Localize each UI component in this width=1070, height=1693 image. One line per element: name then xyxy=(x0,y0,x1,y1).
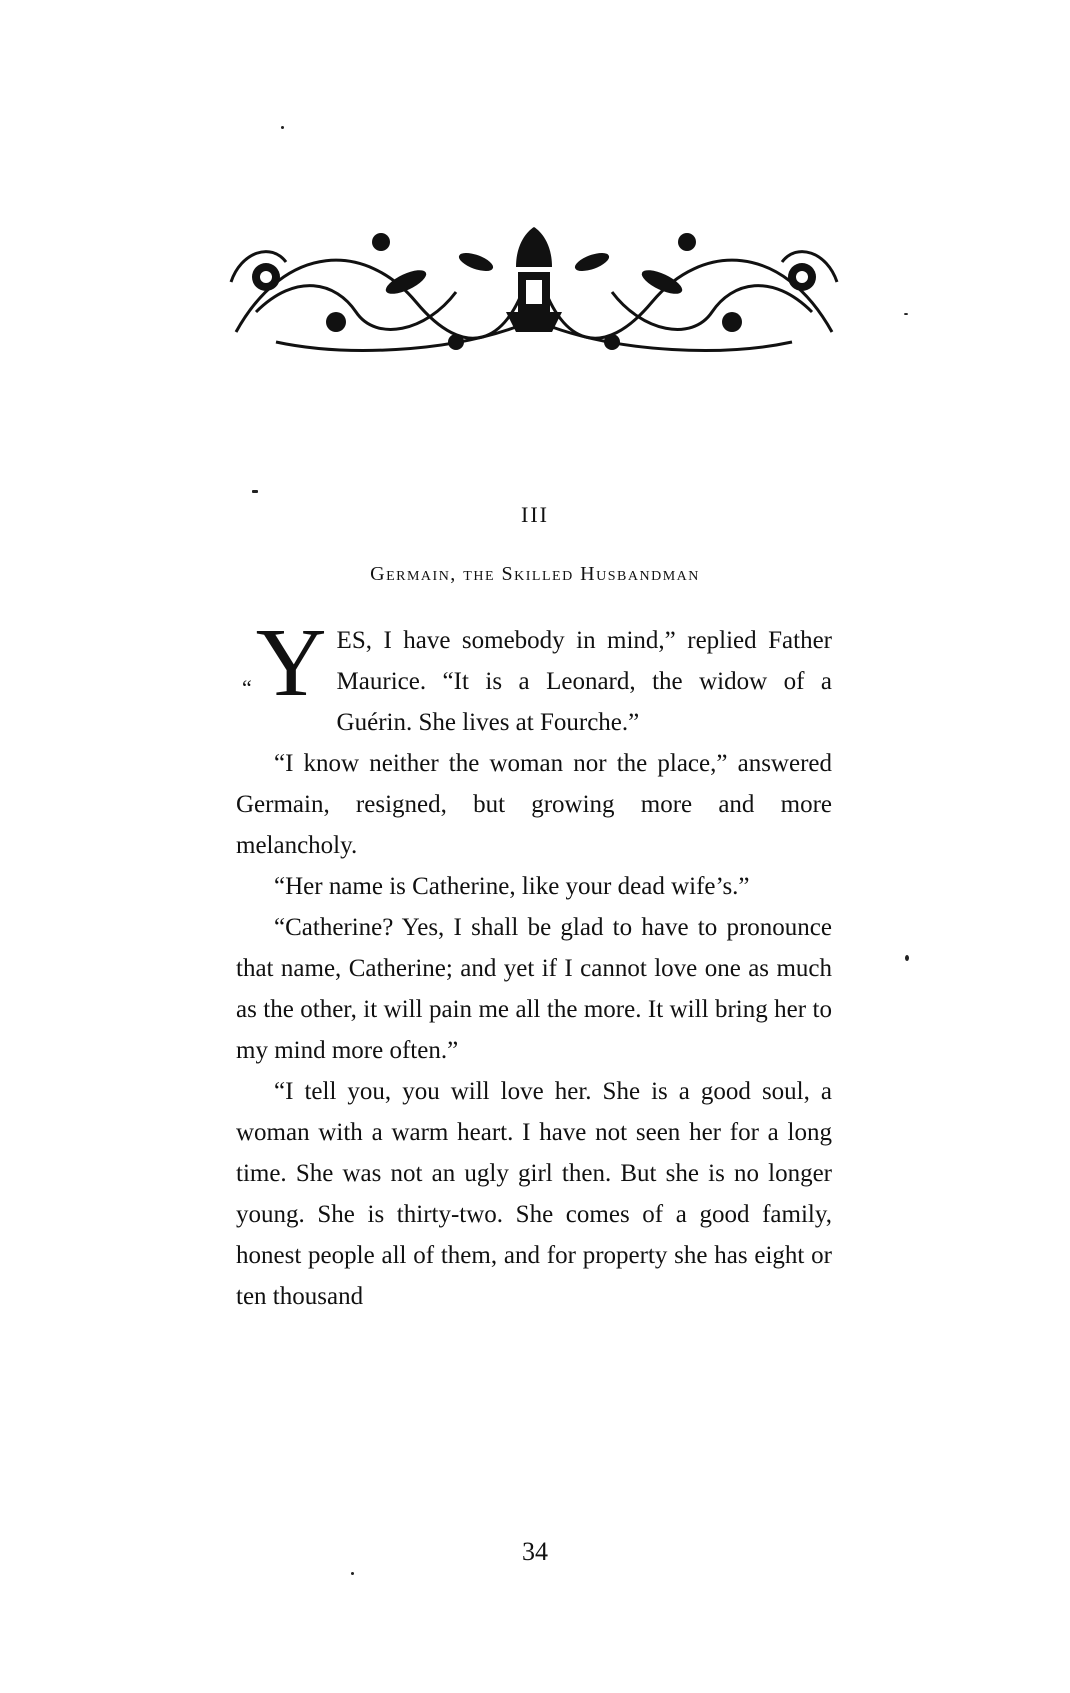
paragraph: “Her name is Catherine, like your dead wife’s.” xyxy=(274,873,750,900)
floral-ornament-headpiece xyxy=(226,222,842,362)
body-text xyxy=(236,609,832,1317)
scan-speck xyxy=(351,1572,354,1575)
paragraph xyxy=(236,609,832,743)
scan-speck xyxy=(904,313,908,315)
chapter-title: Germain, the Skilled Husbandman xyxy=(370,563,700,585)
scan-speck xyxy=(252,490,258,493)
paragraph: “I tell you, you will love her. She is a good soul, a woman with a warm heart. I have not seen her for a long time. She was not an ugly girl then. But she is no longer young. She is thirty-two. She comes of a good family, honest people all of them, and for property she has eight or ten thousand xyxy=(236,1078,832,1310)
scan-speck xyxy=(281,126,284,129)
opening-quote: “ xyxy=(242,675,252,700)
paragraph: “I know neither the woman nor the place,” answered Germain, resigned, but growing more and more melancholy. xyxy=(236,750,832,859)
scan-speck xyxy=(905,955,909,961)
paragraph-text: ES, I have somebody in mind,” replied Father Maurice. “It is a Leonard, the widow of a Guérin. She lives at Fourche.” xyxy=(336,627,832,736)
chapter-number: III xyxy=(521,502,549,527)
dropcap: “Y xyxy=(242,609,327,717)
paragraph: “Catherine? Yes, I shall be glad to have to pronounce that name, Catherine; and yet if I cannot love one as much as the other, it will pain me all the more. It will bring her to my mind more often.” xyxy=(236,914,832,1064)
page-number: 34 xyxy=(522,1537,548,1566)
